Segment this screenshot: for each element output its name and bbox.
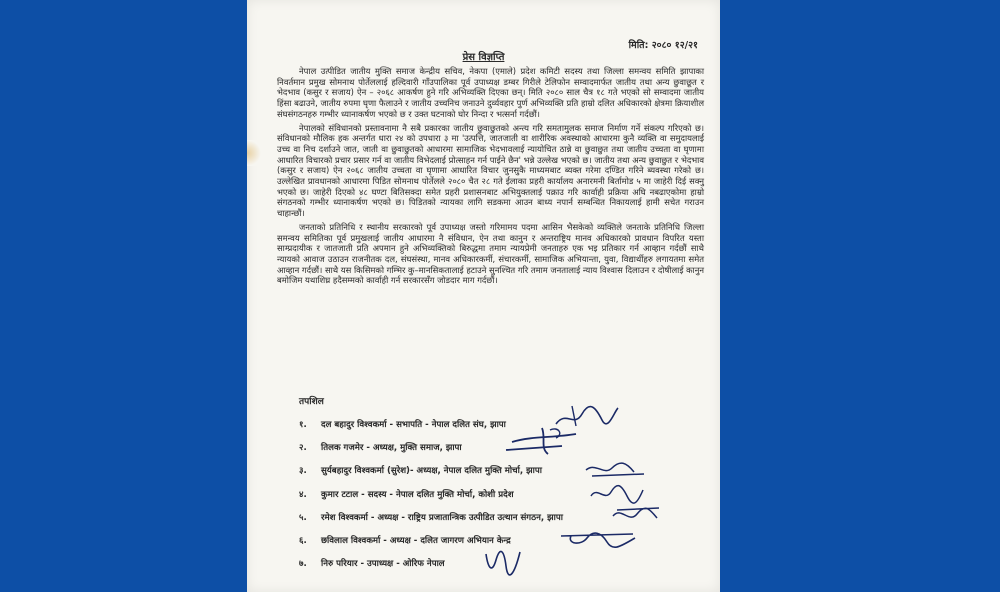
signature-6 [557, 526, 641, 550]
page-edge-shadow [247, 140, 261, 166]
signatory-text: दल बहादुर विश्वकर्मा - सभापति - नेपाल दलित संघ, झापा [321, 420, 506, 430]
signatory-text: छविलाल विश्वकर्मा - अध्यक्ष - दलित जागरण अभियान केन्द्र [321, 536, 511, 546]
signatory-text: रमेश विश्वकर्मा - अध्यक्ष - राष्ट्रिय प्रजातान्त्रिक उत्पीडित उत्थान संगठन, झापा [321, 513, 563, 523]
signatory-text: सुर्यबहादुर विश्वकर्मा (सुरेश)- अध्यक्ष, नेपाल दलित मुक्ति मोर्चा, झापा [321, 466, 542, 476]
signature-5 [609, 504, 665, 528]
document-title: प्रेस विज्ञप्ति [462, 52, 505, 63]
signatory-text: निरु परियार - उपाध्यक्ष - ओरिफ नेपाल [321, 559, 445, 569]
signatory-row [299, 511, 563, 523]
signature-7 [482, 546, 526, 580]
press-release-page [247, 0, 720, 592]
signatory-row [299, 557, 445, 569]
signatory-text: तिलक गजमेर - अध्यक्ष, मुक्ति समाज, झापा [321, 443, 462, 453]
signatory-number: ५. [299, 513, 307, 523]
signatory-number: ४. [299, 490, 307, 500]
signatory-number: १. [299, 420, 307, 430]
paragraph-1: नेपाल उत्पीडित जातीय मुक्ति समाज केन्द्रीय सचिव, नेकपा (एमाले) प्रदेश कमिटी सदस्य तथा जिल्ला समन्वय समिति झापाका निवर्तमान प्रमुख सोमनाथ पोर्तेललाई हल्दिवारी गाँउपालिका पूर्व उपाध्यक्ष डम्बर गिरीले टेलिफोन सम्वादमार्फत जातीय तथा अन्य छुवाछूत र भेदभाव (कसुर र सजाय) ऐन – २०६८ आकर्षण हुने गरि अभिव्यक्ति दिएका छन्। मिति २०८० साल चैत्र १८ गते भएको सो सम्वादमा जातीय हिंसा बढाउने, जातीय रुपमा घृणा फैलाउने र जातीय उच्चनिच जनाउने दुर्व्यवहार पुर्ण अभिव्यक्ति प्रति हाम्रो दलित अधिकारको क्षेत्रमा क्रियाशील संघसंगठनहरु गम्भीर ध्यानाकर्षण भएको छ र उक्त घटनाको घोर निन्दा र भत्सर्ना गर्दछौं। [277, 66, 704, 119]
signatory-list-heading: तपशिल [299, 397, 324, 407]
signatory-number: ६. [299, 536, 307, 546]
signatory-row [299, 418, 506, 430]
signatory-number: २. [299, 443, 307, 453]
document-body [277, 66, 704, 289]
paragraph-2: नेपालको संविधानको प्रस्तावनामा नै सबै प्रकारका जातीय छुवाछुतको अन्त्य गरि समतामुलक समाज निर्माण गर्ने संकल्प गरिएको छ। संविधानको मौलिक हक अन्तर्गत धारा २४ को उपधारा ३ मा 'उत्पत्ति, जातजाती वा शारीरिक अवस्थाको आधारमा कुनै व्यक्ति वा समुदायलाई उच्च वा निच दर्शाउने जात, जाती वा छुवाछुतको आधारमा सामाजिक भेदभावलाई न्यायोचित ठान्ने वा छुवाछुत तथा जातीय उच्चता वा घृणामा आधारित विचारको प्रचार प्रसार गर्न वा जातीय विभेदलाई प्रोत्साहन गर्न पाईने छैन' भन्ने उल्लेख भएको छ। जातीय तथा अन्य छुवाछुत र भेदभाव (कसुर र सजाय) ऐन २०६८ जातीय उच्चता वा घृणामा आधारित विचार जुनसुकै माध्यमबाट ब्यक्त गरेमा दण्डित गरिने ब्यवस्था गरेको छ। उल्लेखित प्रावधानको आधारमा पिडित सोमनाथ पोर्तेलले २०८० चैत २८ गते ईलाका प्रहरी कार्यालय अनारमनी बिर्तामोड ५ मा जाहेरी दिई सक्नु भएको छ। जाहेरी दिएको ४८ घण्टा बितिसक्दा समेत प्रहरी प्रशासनबाट अभियुक्तलाई पक्राउ गरि कार्वाही प्रक्रिया अघि नबढाएकोमा हाम्रो संगठनको गम्भीर ध्यानाकर्षण भएको छ। पिडितको न्यायका लागि सडकमा आउन बाध्य नपार्न सम्बन्धित निकायलाई हामी सचेत गराउन चाहान्छौं। [277, 122, 704, 219]
signatory-row [299, 534, 511, 546]
signature-3 [582, 460, 652, 482]
signatory-number: ३. [299, 466, 307, 476]
signatory-row [299, 488, 514, 500]
signatory-text: कुमार टटाल - सदस्य - नेपाल दलित मुक्ति मोर्चा, कोशी प्रदेश [321, 490, 514, 500]
signatory-row [299, 441, 462, 453]
document-date: मिति: २०८० १२/२१ [628, 40, 698, 51]
signatory-row [299, 464, 542, 476]
signature-2 [502, 424, 582, 458]
paragraph-3: जनताको प्रतिनिधि र स्थानीय सरकारको पूर्व उपाध्यक्ष जस्तो गरिमामय पदमा आसिन भैसकेको व्यक्तिले जनताके प्रतिनिधि जिल्ला समन्वय समितिका पूर्व प्रमुखलाई जातीय आधारमा नै संविधान, ऐन तथा कानुन र अन्तराष्ट्रिय मानव अधिकारको प्रावधान विपरित यस्ता साम्प्रदायीक र जातजाती प्रति अपमान हुने अभिव्यक्तिको बिरुद्धमा तमाम न्यायप्रेमी जनताहरु एक भइ प्रतिकार गर्न आव्हान गर्दछौं साथै न्यायको आवाज उठाउन राजनीतक दल, संघसंस्था, मानव अधिकारकर्मी, संचारकर्मी, सामाजिक अभियान्ता, युवा, विद्यार्थीहरु लगायतमा समेत आव्हान गर्दछौं। साथै यस किसिमको गम्भिर कु–मानसिकतालाई हटाउने सुनश्चित गरि तमाम जनतालाई न्याय विश्वास दिलाउन र दोषीलाई कानुन बमोजिम यथाशिघ्र हदैसम्मको कार्वाही गर्न सरकारसँग जोडदार माग गर्दछौं। [277, 221, 705, 286]
signatory-number: ७. [299, 559, 307, 569]
